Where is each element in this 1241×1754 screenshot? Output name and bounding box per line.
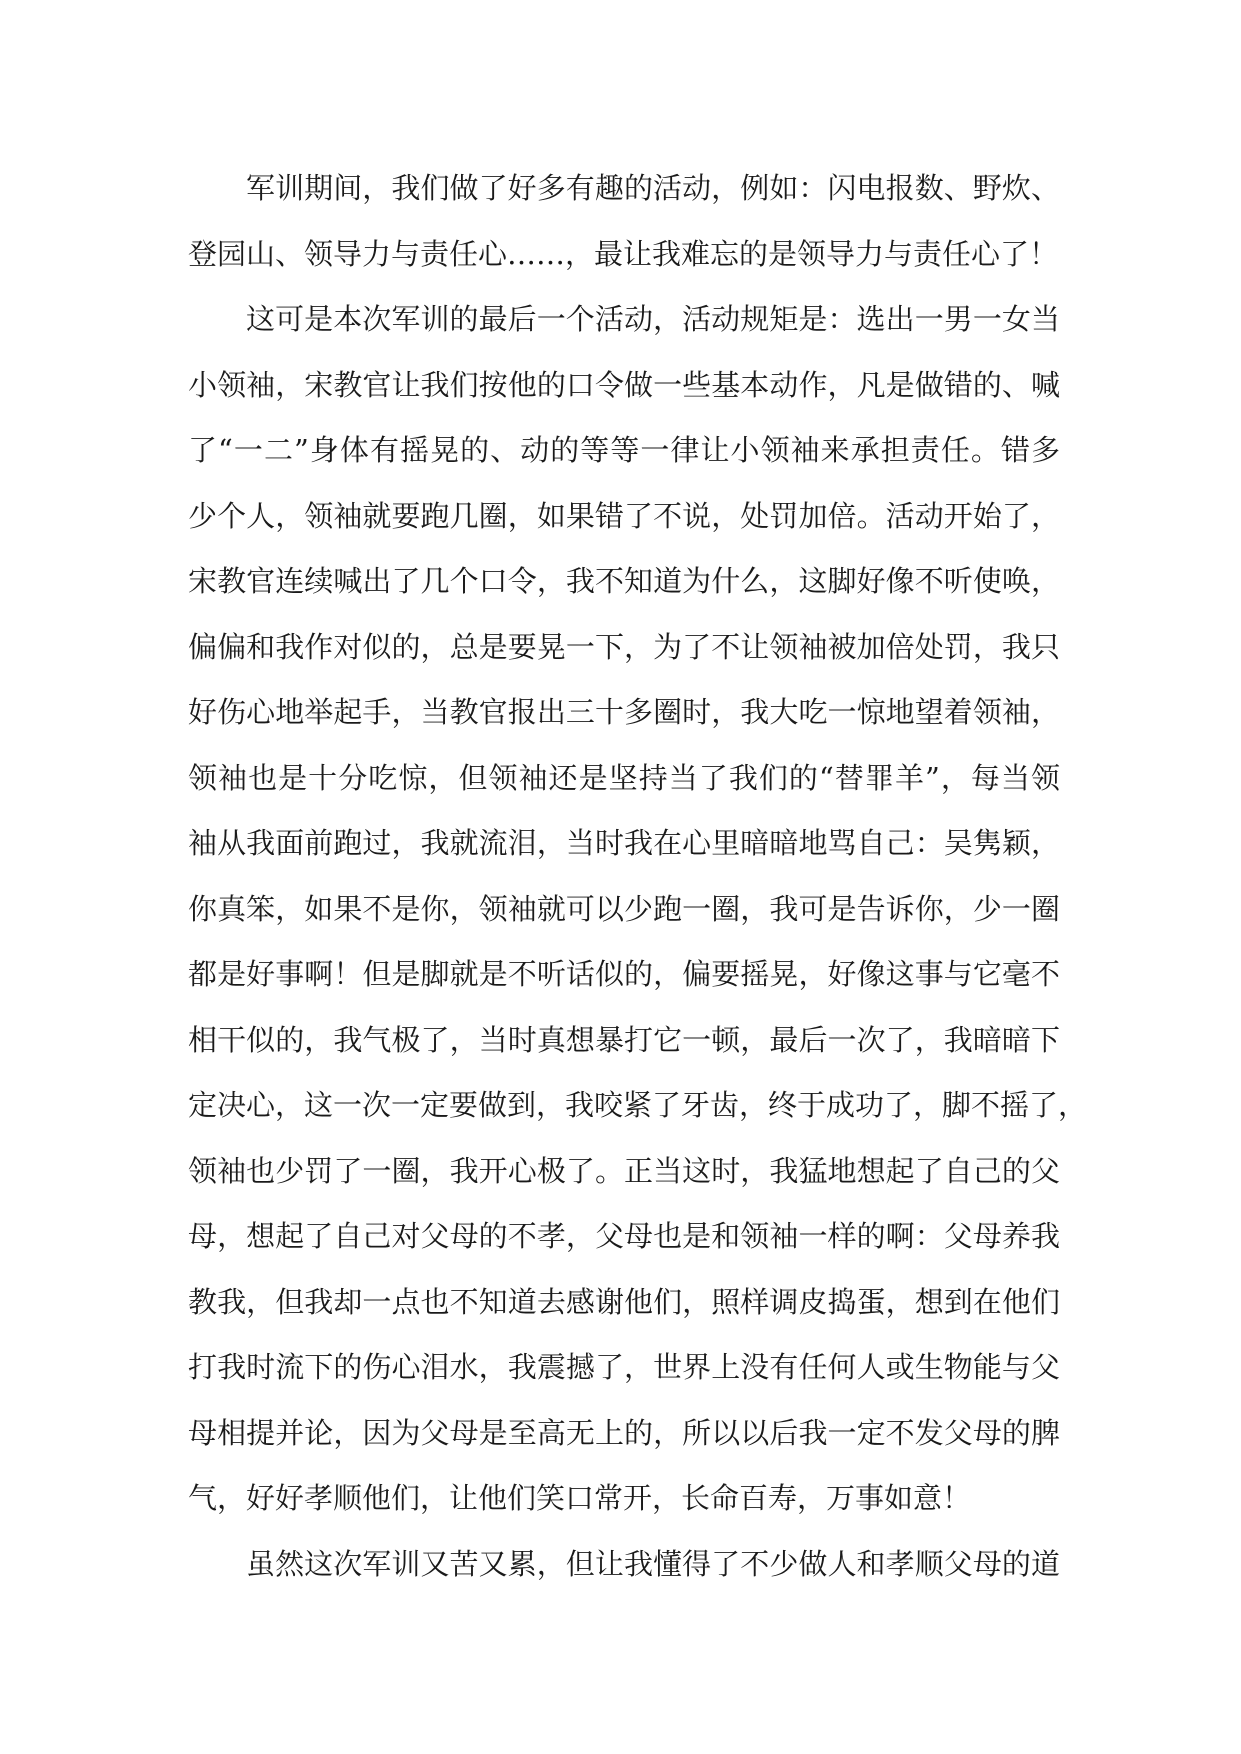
- paragraph-2-line-11: 都是好事啊！但是脚就是不听话似的，偏要摇晃，好像这事与它毫不: [188, 957, 1060, 991]
- paragraph-2-line-14: 领袖也少罚了一圈，我开心极了。正当这时，我猛地想起了自己的父: [188, 1153, 1060, 1188]
- paragraph-3-line-1: 虽然这次军训又苦又累，但让我懂得了不少做人和孝顺父母的道: [246, 1546, 1060, 1581]
- paragraph-2-line-8: 领袖也是十分吃惊，但领袖还是坚持当了我们的“替罪羊”，每当领: [188, 760, 1060, 795]
- paragraph-2-line-6: 偏偏和我作对似的，总是要晃一下，为了不让领袖被加倍处罚，我只: [188, 629, 1060, 664]
- paragraph-2-line-3: 了“一二”身体有摇晃的、动的等等一律让小领袖来承担责任。错多: [188, 433, 1060, 467]
- paragraph-2-line-4: 少个人，领袖就要跑几圈，如果错了不说，处罚加倍。活动开始了，: [188, 498, 1060, 533]
- paragraph-1-line-2: 登园山、领导力与责任心……，最让我难忘的是领导力与责任心了！: [188, 236, 1059, 271]
- paragraph-1-line-1: 军训期间，我们做了好多有趣的活动，例如：闪电报数、野炊、: [246, 171, 1060, 205]
- paragraph-2-line-1: 这可是本次军训的最后一个活动，活动规矩是：选出一男一女当: [246, 302, 1060, 336]
- paragraph-2-line-15: 母，想起了自己对父母的不孝，父母也是和领袖一样的啊：父母养我: [188, 1219, 1060, 1253]
- paragraph-2-line-13: 定决心，这一次一定要做到，我咬紧了牙齿，终于成功了，脚不摇了，: [188, 1088, 1088, 1122]
- paragraph-2-line-5: 宋教官连续喊出了几个口令，我不知道为什么，这脚好像不听使唤，: [188, 564, 1060, 598]
- paragraph-2-line-18: 母相提并论，因为父母是至高无上的，所以以后我一定不发父母的脾: [188, 1415, 1060, 1450]
- paragraph-2-line-10: 你真笨，如果不是你，领袖就可以少跑一圈，我可是告诉你，少一圈: [188, 891, 1060, 926]
- paragraph-2-line-19: 气，好好孝顺他们，让他们笑口常开，长命百寿，万事如意！: [188, 1481, 972, 1515]
- essay-body: [188, 156, 1088, 1597]
- paragraph-2-line-7: 好伤心地举起手，当教官报出三十多圈时，我大吃一惊地望着领袖，: [188, 695, 1060, 729]
- paragraph-2-line-16: 教我，但我却一点也不知道去感谢他们，照样调皮捣蛋，想到在他们: [188, 1284, 1060, 1319]
- paragraph-2-line-2: 小领袖，宋教官让我们按他的口令做一些基本动作，凡是做错的、喊: [188, 367, 1060, 402]
- paragraph-2-line-12: 相干似的，我气极了，当时真想暴打它一顿，最后一次了，我暗暗下: [188, 1022, 1060, 1057]
- paragraph-2-line-17: 打我时流下的伤心泪水，我震撼了，世界上没有任何人或生物能与父: [188, 1350, 1060, 1384]
- paragraph-2-line-9: 袖从我面前跑过，我就流泪，当时我在心里暗暗地骂自己：吴隽颖，: [188, 826, 1060, 860]
